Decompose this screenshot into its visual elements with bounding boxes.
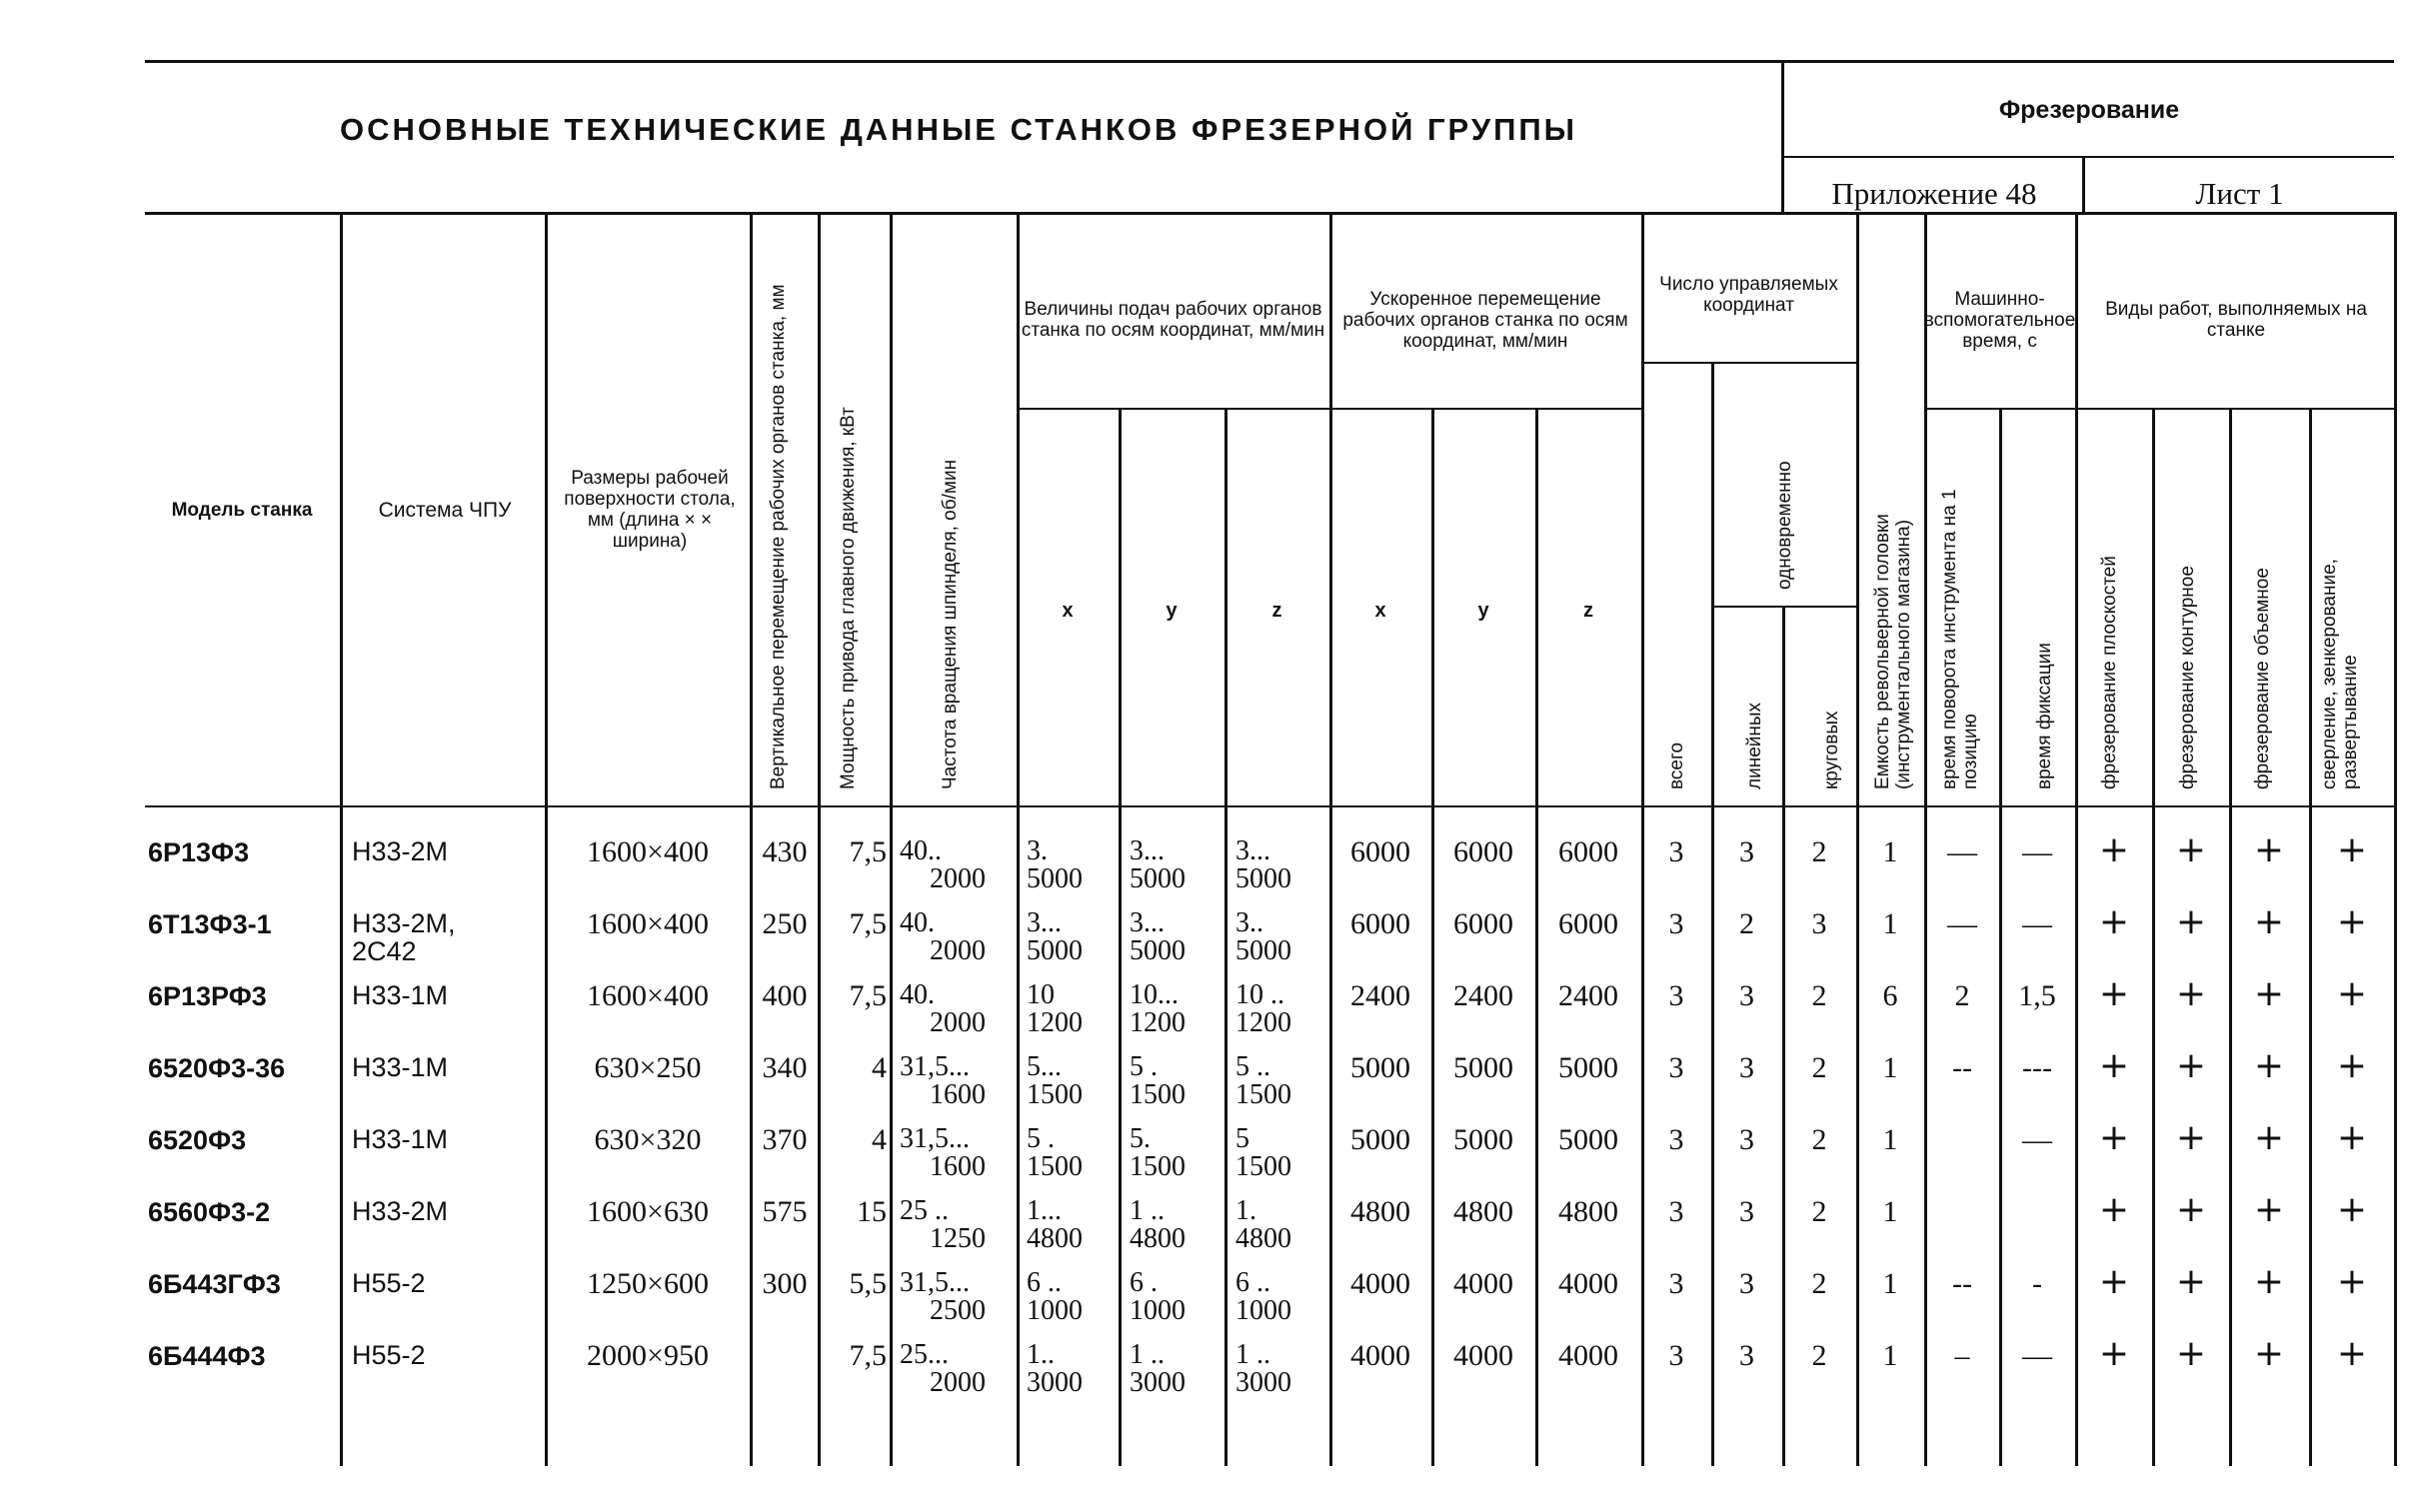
works-subrule xyxy=(2075,408,2394,410)
simultaneous-subrule xyxy=(1711,606,1856,608)
row-work-volume: + xyxy=(2253,901,2285,942)
row-rapid-z: 4000 xyxy=(1558,1267,1618,1300)
row-turret-capacity: 1 xyxy=(1882,1267,1898,1300)
row-power: 4 xyxy=(872,1051,887,1084)
row-cnc-line: Н33-2М xyxy=(352,1196,449,1226)
row-feed-z-line: 6 .. xyxy=(1235,1267,1270,1298)
row-spindle-speed-line: 25 .. xyxy=(900,1195,949,1226)
row-tool-rotate-time: — xyxy=(1947,907,1977,940)
header-spindle-speed: Частота вращения шпинделя, об/мин xyxy=(940,459,961,789)
row-work-volume: + xyxy=(2253,1189,2285,1230)
row-spindle-speed-line: 2000 xyxy=(930,1367,986,1398)
row-coords-total: 3 xyxy=(1668,1051,1684,1084)
row-feed-z-line: 5000 xyxy=(1235,863,1291,894)
row-tool-rotate-time: – xyxy=(1954,1339,1970,1372)
row-feed-z-line: 4800 xyxy=(1235,1223,1291,1254)
row-spindle-speed xyxy=(900,1125,1015,1181)
row-feed-y xyxy=(1130,1053,1221,1109)
row-vertical-move: 340 xyxy=(762,1051,808,1084)
row-feed-z-line: 1500 xyxy=(1235,1079,1291,1110)
column-divider xyxy=(340,212,343,1466)
row-work-drill: + xyxy=(2336,1261,2368,1302)
header-cnc: Система ЧПУ xyxy=(378,498,512,522)
row-spindle-speed-line: 25... xyxy=(900,1339,949,1370)
row-table-size: 630×320 xyxy=(594,1123,702,1156)
header-top-rule xyxy=(145,212,2394,215)
row-feed-y-line: 10... xyxy=(1130,979,1179,1010)
row-coords-total: 3 xyxy=(1668,1195,1684,1228)
row-work-drill: + xyxy=(2336,973,2368,1014)
row-work-contour: + xyxy=(2175,973,2207,1014)
row-cnc-line: Н33-1М xyxy=(352,980,449,1010)
header-work-drill: сверление, зенкерование, развертывание xyxy=(2319,559,2361,789)
row-coords-linear: 3 xyxy=(1739,835,1754,868)
row-rapid-x: 4800 xyxy=(1350,1195,1410,1228)
row-model: 6Р13РФ3 xyxy=(148,981,267,1011)
row-vertical-move: 575 xyxy=(762,1195,808,1228)
row-table-size: 1600×400 xyxy=(587,907,709,940)
row-tool-rotate-time: — xyxy=(1947,835,1977,868)
header-vertical-move: Вертикальное перемещение рабочих органов станка, мм xyxy=(768,284,789,789)
row-coords-circular: 2 xyxy=(1811,1051,1827,1084)
row-feed-z xyxy=(1235,1269,1327,1325)
column-divider xyxy=(1224,408,1227,1466)
row-vertical-move: 400 xyxy=(762,979,808,1012)
row-rapid-x: 5000 xyxy=(1350,1123,1410,1156)
row-fix-time: — xyxy=(2022,835,2052,868)
row-work-flat: + xyxy=(2098,829,2130,870)
column-divider xyxy=(890,212,893,1466)
header-tool-rotate-time: время поворота инструмента на 1 позицию xyxy=(1939,489,1981,789)
row-feed-z-line: 3.. xyxy=(1235,907,1263,938)
row-feed-y-line: 1 .. xyxy=(1130,1339,1165,1370)
row-feed-y-line: 1000 xyxy=(1130,1295,1186,1326)
row-coords-linear: 3 xyxy=(1739,1267,1754,1300)
row-coords-circular: 3 xyxy=(1811,907,1827,940)
row-spindle-speed xyxy=(900,1197,1015,1253)
row-work-drill: + xyxy=(2336,1333,2368,1374)
top-rule xyxy=(145,60,2394,63)
row-model: 6520Ф3-36 xyxy=(148,1053,286,1083)
row-feed-z xyxy=(1235,1341,1327,1397)
row-table-size: 1600×400 xyxy=(587,835,709,868)
row-work-volume: + xyxy=(2253,1045,2285,1086)
row-feed-y-line: 1200 xyxy=(1130,1007,1186,1038)
row-feed-x-line: 3... xyxy=(1027,907,1062,938)
feed-axis-x: x xyxy=(1062,600,1074,622)
page-title: ОСНОВНЫЕ ТЕХНИЧЕСКИЕ ДАННЫЕ СТАНКОВ ФРЕЗЕРНОЙ ГРУППЫ xyxy=(340,112,1578,147)
row-feed-z-line: 10 .. xyxy=(1235,979,1284,1010)
row-power: 7,5 xyxy=(849,907,887,940)
header-bottom-rule xyxy=(145,805,2394,807)
row-feed-z-line: 5 .. xyxy=(1235,1051,1270,1082)
row-feed-x xyxy=(1027,1197,1117,1253)
row-work-contour: + xyxy=(2175,1045,2207,1086)
row-spindle-speed-line: 2000 xyxy=(930,863,986,894)
row-work-flat: + xyxy=(2098,1261,2130,1302)
row-feed-x xyxy=(1027,1269,1117,1325)
row-spindle-speed-line: 1250 xyxy=(930,1223,986,1254)
header-work-flat: фрезерование плоскостей xyxy=(2099,556,2120,789)
row-coords-linear: 3 xyxy=(1739,1123,1754,1156)
row-rapid-y: 4800 xyxy=(1453,1195,1513,1228)
row-power: 7,5 xyxy=(849,1339,887,1372)
row-coords-total: 3 xyxy=(1668,835,1684,868)
row-rapid-x: 4000 xyxy=(1350,1267,1410,1300)
row-coords-circular: 2 xyxy=(1811,1339,1827,1372)
row-cnc-line: Н33-1М xyxy=(352,1124,449,1154)
row-rapid-z: 5000 xyxy=(1558,1123,1618,1156)
row-work-contour: + xyxy=(2175,829,2207,870)
row-rapid-z: 4800 xyxy=(1558,1195,1618,1228)
row-work-contour: + xyxy=(2175,1189,2207,1230)
row-feed-x-line: 10 xyxy=(1027,979,1055,1010)
row-fix-time: 1,5 xyxy=(2018,979,2056,1012)
row-work-contour: + xyxy=(2175,1117,2207,1158)
header-coords-linear: линейных xyxy=(1744,702,1765,789)
row-cnc-line: 2С42 xyxy=(352,936,417,966)
row-spindle-speed-line: 31,5... xyxy=(900,1123,970,1154)
row-feed-z xyxy=(1235,837,1327,893)
row-rapid-y: 4000 xyxy=(1453,1339,1513,1372)
row-spindle-speed-line: 31,5... xyxy=(900,1051,970,1082)
row-rapid-z: 4000 xyxy=(1558,1339,1618,1372)
column-divider xyxy=(1119,408,1122,1466)
header-rapid-group: Ускоренное перемещение рабочих органов станка по осям координат, мм/мин xyxy=(1342,288,1628,352)
header-aux-group: Машинно-вспомогательное время, с xyxy=(1923,288,2076,352)
row-spindle-speed-line: 40. xyxy=(900,979,935,1010)
row-feed-x-line: 1.. xyxy=(1027,1339,1055,1370)
row-work-volume: + xyxy=(2253,973,2285,1014)
header-coords-circular: круговых xyxy=(1821,711,1842,789)
row-feed-y-line: 5 . xyxy=(1130,1051,1158,1082)
row-work-flat: + xyxy=(2098,1189,2130,1230)
row-cnc-line: Н33-2М, xyxy=(352,908,456,938)
row-cnc xyxy=(352,1269,542,1297)
row-coords-circular: 2 xyxy=(1811,1195,1827,1228)
row-feed-x-line: 5000 xyxy=(1027,935,1083,966)
row-feed-z xyxy=(1235,1197,1327,1253)
row-feed-y xyxy=(1130,1197,1221,1253)
group-title: Фрезерование xyxy=(1998,96,2180,124)
row-coords-total: 3 xyxy=(1668,1123,1684,1156)
row-feed-x-line: 1000 xyxy=(1027,1295,1083,1326)
appendix-label: Приложение 48 xyxy=(1831,176,2037,211)
row-work-drill: + xyxy=(2336,829,2368,870)
row-coords-total: 3 xyxy=(1668,979,1684,1012)
row-coords-total: 3 xyxy=(1668,907,1684,940)
row-work-drill: + xyxy=(2336,1045,2368,1086)
row-work-drill: + xyxy=(2336,1189,2368,1230)
column-divider xyxy=(1782,606,1785,1466)
rapid-axis-y: y xyxy=(1477,600,1489,622)
row-feed-y-line: 6 . xyxy=(1130,1267,1158,1298)
row-model: 6520Ф3 xyxy=(148,1125,247,1155)
feed-axis-z: z xyxy=(1271,600,1282,622)
row-spindle-speed xyxy=(900,1269,1015,1325)
row-feed-z xyxy=(1235,1125,1327,1181)
row-model: 6Р13Ф3 xyxy=(148,837,250,867)
row-vertical-move: 300 xyxy=(762,1267,808,1300)
row-feed-z xyxy=(1235,1053,1327,1109)
row-coords-circular: 2 xyxy=(1811,1123,1827,1156)
row-feed-x-line: 3000 xyxy=(1027,1367,1083,1398)
rapid-subrule xyxy=(1329,408,1641,410)
row-work-drill: + xyxy=(2336,1117,2368,1158)
row-work-volume: + xyxy=(2253,829,2285,870)
row-feed-x-line: 5... xyxy=(1027,1051,1062,1082)
row-work-volume: + xyxy=(2253,1261,2285,1302)
row-coords-circular: 2 xyxy=(1811,979,1827,1012)
row-turret-capacity: 1 xyxy=(1882,1051,1898,1084)
header-turret-capacity: Емкость револьверной головки (инструментального магазина) xyxy=(1872,514,1914,789)
row-feed-y-line: 5000 xyxy=(1130,935,1186,966)
row-feed-x-line: 1500 xyxy=(1027,1079,1083,1110)
row-feed-x-line: 5000 xyxy=(1027,863,1083,894)
row-cnc-line: Н55-2 xyxy=(352,1340,426,1370)
header-fix-time: время фиксации xyxy=(2034,643,2055,789)
row-work-contour: + xyxy=(2175,1333,2207,1374)
row-rapid-x: 4000 xyxy=(1350,1339,1410,1372)
row-turret-capacity: 1 xyxy=(1882,1195,1898,1228)
header-power: Мощность привода главного движения, кВт xyxy=(838,407,859,789)
row-feed-x-line: 1500 xyxy=(1027,1151,1083,1182)
header-works-group: Виды работ, выполняемых на станке xyxy=(2105,299,2367,341)
row-model: 6Б444Ф3 xyxy=(148,1341,266,1371)
row-vertical-move: 250 xyxy=(762,907,808,940)
row-fix-time: — xyxy=(2022,907,2052,940)
row-work-flat: + xyxy=(2098,1045,2130,1086)
row-work-flat: + xyxy=(2098,1333,2130,1374)
row-table-size: 1600×630 xyxy=(587,1195,709,1228)
row-rapid-z: 2400 xyxy=(1558,979,1618,1012)
row-coords-linear: 3 xyxy=(1739,1195,1754,1228)
row-work-contour: + xyxy=(2175,1261,2207,1302)
row-rapid-z: 5000 xyxy=(1558,1051,1618,1084)
row-work-flat: + xyxy=(2098,973,2130,1014)
row-feed-z-line: 1500 xyxy=(1235,1151,1291,1182)
row-turret-capacity: 1 xyxy=(1882,1339,1898,1372)
row-vertical-move: 430 xyxy=(762,835,808,868)
row-feed-x xyxy=(1027,909,1117,965)
row-rapid-y: 6000 xyxy=(1453,835,1513,868)
row-cnc xyxy=(352,1053,542,1081)
row-cnc-line: Н55-2 xyxy=(352,1268,426,1298)
row-spindle-speed xyxy=(900,837,1015,893)
row-feed-x xyxy=(1027,1125,1117,1181)
row-turret-capacity: 1 xyxy=(1882,835,1898,868)
row-table-size: 1600×400 xyxy=(587,979,709,1012)
row-feed-y-line: 3... xyxy=(1130,907,1165,938)
row-rapid-z: 6000 xyxy=(1558,835,1618,868)
row-feed-y-line: 4800 xyxy=(1130,1223,1186,1254)
row-cnc xyxy=(352,1125,542,1153)
row-cnc-line: Н33-2М xyxy=(352,836,449,866)
row-spindle-speed-line: 40.. xyxy=(900,835,942,866)
row-spindle-speed-line: 2500 xyxy=(930,1295,986,1326)
row-cnc-line: Н33-1М xyxy=(352,1052,449,1082)
row-feed-y-line: 3... xyxy=(1130,835,1165,866)
row-feed-x-line: 4800 xyxy=(1027,1223,1083,1254)
row-feed-y xyxy=(1130,1269,1221,1325)
header-work-volume: фрезерование объемное xyxy=(2252,568,2273,789)
coords-subrule xyxy=(1641,362,1856,364)
row-cnc xyxy=(352,837,542,865)
row-cnc xyxy=(352,1341,542,1369)
row-feed-y-line: 3000 xyxy=(1130,1367,1186,1398)
row-coords-linear: 3 xyxy=(1739,979,1754,1012)
row-feed-y-line: 5000 xyxy=(1130,863,1186,894)
row-spindle-speed xyxy=(900,1053,1015,1109)
row-fix-time: — xyxy=(2022,1123,2052,1156)
header-model: Модель станка xyxy=(171,499,313,521)
row-feed-x xyxy=(1027,1053,1117,1109)
row-fix-time: — xyxy=(2022,1339,2052,1372)
row-fix-time: - xyxy=(2032,1267,2042,1300)
row-tool-rotate-time: -- xyxy=(1952,1267,1972,1300)
row-power: 7,5 xyxy=(849,979,887,1012)
row-feed-z-line: 3... xyxy=(1235,835,1270,866)
group-title-rule xyxy=(1781,156,2394,158)
row-rapid-y: 6000 xyxy=(1453,907,1513,940)
row-cnc xyxy=(352,1197,542,1225)
row-feed-z-line: 1000 xyxy=(1235,1295,1291,1326)
row-feed-y xyxy=(1130,1341,1221,1397)
row-turret-capacity: 1 xyxy=(1882,1123,1898,1156)
row-spindle-speed-line: 40. xyxy=(900,907,935,938)
row-work-volume: + xyxy=(2253,1117,2285,1158)
header-table-size: Размеры рабочей поверхности стола, мм (длина × × ширина) xyxy=(564,468,736,552)
row-power: 5,5 xyxy=(849,1267,887,1300)
row-cnc xyxy=(352,909,542,965)
row-coords-circular: 2 xyxy=(1811,835,1827,868)
row-feed-z-line: 1 .. xyxy=(1235,1339,1270,1370)
row-turret-capacity: 1 xyxy=(1882,907,1898,940)
row-rapid-x: 6000 xyxy=(1350,907,1410,940)
row-spindle-speed xyxy=(900,1341,1015,1397)
row-model: 6560Ф3-2 xyxy=(148,1197,271,1227)
row-feed-y xyxy=(1130,981,1221,1037)
header-feed-group: Величины подач рабочих органов станка по осям координат, мм/мин xyxy=(1021,299,1325,341)
row-spindle-speed-line: 1600 xyxy=(930,1151,986,1182)
header-work-contour: фрезерование контурное xyxy=(2177,566,2198,789)
row-feed-y-line: 1 .. xyxy=(1130,1195,1165,1226)
row-feed-x-line: 3. xyxy=(1027,835,1048,866)
column-divider xyxy=(2394,212,2397,1466)
row-feed-x xyxy=(1027,1341,1117,1397)
row-feed-z xyxy=(1235,981,1327,1037)
row-feed-y xyxy=(1130,1125,1221,1181)
row-tool-rotate-time: 2 xyxy=(1954,979,1970,1012)
row-coords-total: 3 xyxy=(1668,1339,1684,1372)
row-table-size: 1250×600 xyxy=(587,1267,709,1300)
row-feed-x-line: 1200 xyxy=(1027,1007,1083,1038)
row-table-size: 2000×950 xyxy=(587,1339,709,1372)
row-rapid-x: 5000 xyxy=(1350,1051,1410,1084)
row-feed-z xyxy=(1235,909,1327,965)
row-spindle-speed-line: 2000 xyxy=(930,1007,986,1038)
sheet-label: Лист 1 xyxy=(2195,176,2284,211)
row-cnc xyxy=(352,981,542,1009)
row-coords-circular: 2 xyxy=(1811,1267,1827,1300)
feed-axis-y: y xyxy=(1166,600,1178,622)
row-work-volume: + xyxy=(2253,1333,2285,1374)
row-rapid-x: 6000 xyxy=(1350,835,1410,868)
row-power: 4 xyxy=(872,1123,887,1156)
row-rapid-x: 2400 xyxy=(1350,979,1410,1012)
row-rapid-z: 6000 xyxy=(1558,907,1618,940)
row-spindle-speed-line: 31,5... xyxy=(900,1267,970,1298)
row-power: 7,5 xyxy=(849,835,887,868)
row-feed-x xyxy=(1027,981,1117,1037)
rapid-axis-x: x xyxy=(1374,600,1386,622)
row-model: 6Т13Ф3-1 xyxy=(148,909,272,939)
row-coords-linear: 3 xyxy=(1739,1339,1754,1372)
row-feed-z-line: 5 xyxy=(1235,1123,1249,1154)
row-feed-y-line: 1500 xyxy=(1130,1079,1186,1110)
row-feed-z-line: 1. xyxy=(1235,1195,1256,1226)
row-feed-x-line: 6 .. xyxy=(1027,1267,1062,1298)
row-work-flat: + xyxy=(2098,1117,2130,1158)
row-feed-y-line: 1500 xyxy=(1130,1151,1186,1182)
row-coords-linear: 3 xyxy=(1739,1051,1754,1084)
row-spindle-speed xyxy=(900,909,1015,965)
row-rapid-y: 4000 xyxy=(1453,1267,1513,1300)
row-fix-time: --- xyxy=(2022,1051,2052,1084)
row-coords-linear: 2 xyxy=(1739,907,1754,940)
row-model: 6Б443ГФ3 xyxy=(148,1269,281,1299)
row-work-drill: + xyxy=(2336,901,2368,942)
row-feed-x-line: 1... xyxy=(1027,1195,1062,1226)
row-coords-total: 3 xyxy=(1668,1267,1684,1300)
row-feed-z-line: 1200 xyxy=(1235,1007,1291,1038)
row-spindle-speed-line: 1600 xyxy=(930,1079,986,1110)
row-power: 15 xyxy=(857,1195,887,1228)
header-coords-group: Число управляемых координат xyxy=(1659,274,1838,316)
row-feed-z-line: 5000 xyxy=(1235,935,1291,966)
row-feed-z-line: 3000 xyxy=(1235,1367,1291,1398)
row-spindle-speed-line: 2000 xyxy=(930,935,986,966)
row-feed-y xyxy=(1130,837,1221,893)
row-tool-rotate-time: -- xyxy=(1952,1051,1972,1084)
row-rapid-y: 5000 xyxy=(1453,1051,1513,1084)
row-vertical-move: 370 xyxy=(762,1123,808,1156)
row-feed-y xyxy=(1130,909,1221,965)
aux-subrule xyxy=(1924,408,2075,410)
header-coords-total: всего xyxy=(1666,742,1687,789)
rapid-axis-z: z xyxy=(1583,600,1593,622)
column-divider xyxy=(1017,212,1020,1466)
row-rapid-y: 5000 xyxy=(1453,1123,1513,1156)
row-feed-x xyxy=(1027,837,1117,893)
row-work-contour: + xyxy=(2175,901,2207,942)
row-turret-capacity: 6 xyxy=(1882,979,1898,1012)
row-feed-y-line: 5. xyxy=(1130,1123,1151,1154)
header-coords-simultaneous: одновременно xyxy=(1774,461,1795,590)
feed-subrule xyxy=(1017,408,1329,410)
row-feed-x-line: 5 . xyxy=(1027,1123,1055,1154)
row-rapid-y: 2400 xyxy=(1453,979,1513,1012)
row-work-flat: + xyxy=(2098,901,2130,942)
row-table-size: 630×250 xyxy=(594,1051,702,1084)
row-spindle-speed xyxy=(900,981,1015,1037)
